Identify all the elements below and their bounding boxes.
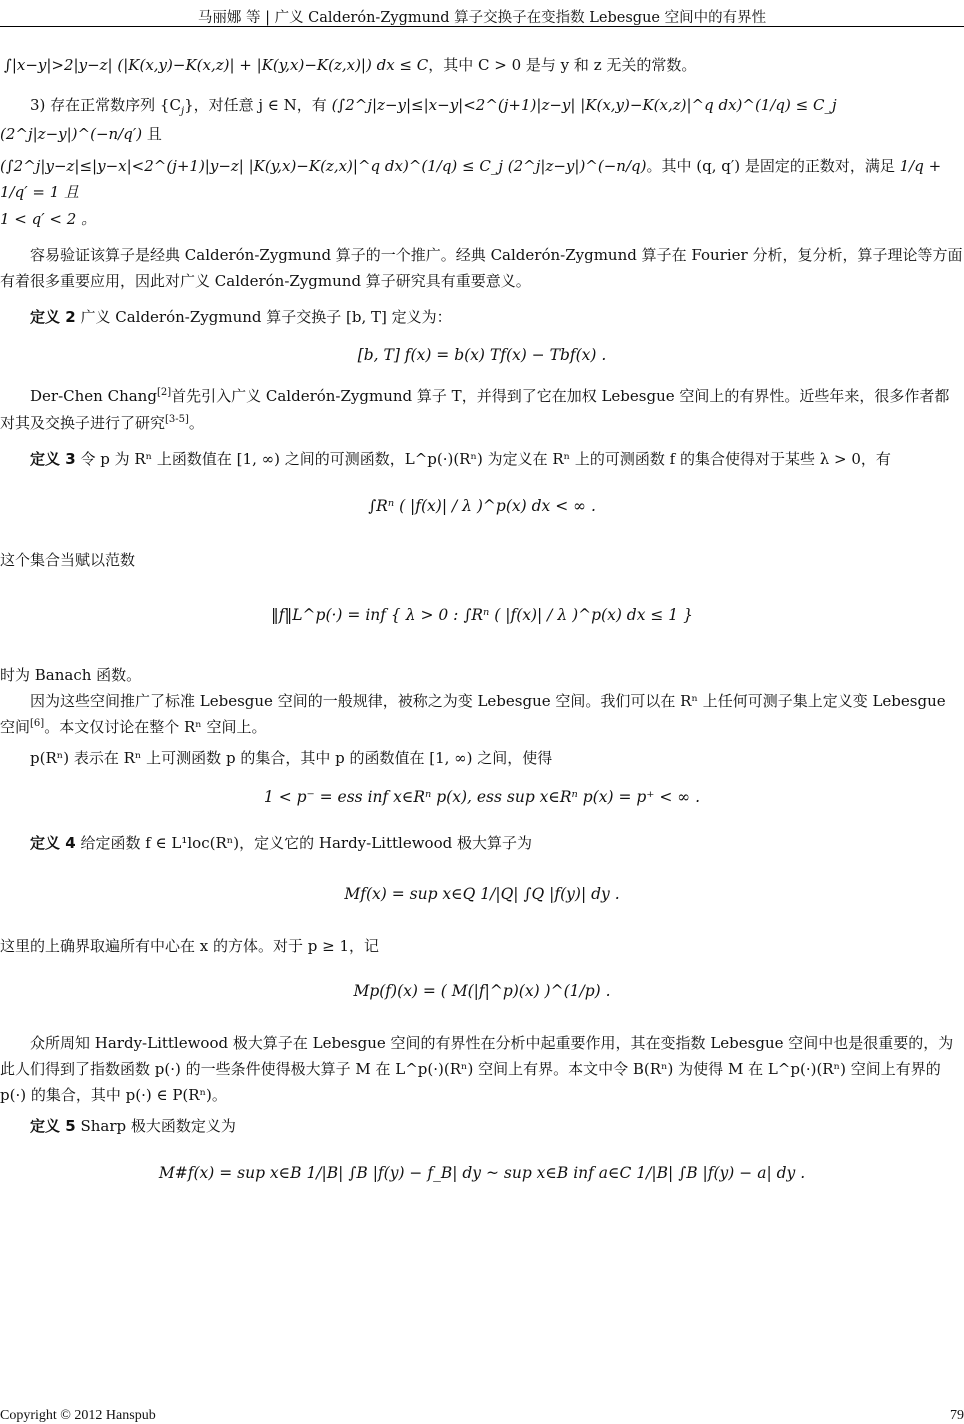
conjugate-relation: 1/q + 1/q′ = 1 且 [0, 157, 942, 202]
definition-label: 定义 3 [30, 449, 76, 468]
definition-2 [0, 304, 964, 330]
definition-text: 令 p 为 Rⁿ 上函数值在 [1, ∞) 之间的可测函数，L^p(·)(Rⁿ) 为定义在 Rⁿ 上的可测函数 f 的集合使得对于某些 λ > 0，有 [80, 449, 891, 468]
modular-finite-formula: ∫Rⁿ ( |f(x)| / λ )^p(x) dx < ∞ . [368, 497, 596, 516]
mp-formula: Mp(f)(x) = ( M(|f|^p)(x) )^(1/p) . [353, 981, 611, 1000]
sharp-maximal-formula: M#f(x) = sup x∈B 1/|B| ∫B |f(y) − f_B| dy ~ sup x∈B inf a∈C 1/|B| ∫B |f(y) − a| dy . [158, 1163, 806, 1182]
author-name: Der-Chen Chang [30, 387, 157, 406]
generalization-paragraph: 容易验证该算子是经典 Calderón-Zygmund 算子的一个推广。经典 Calderón-Zygmund 算子在 Fourier 分析，复分析，算子理论等方面有着很多重要应用，因此对广义 Calderón-Zygmund 算子研究具有重要意义。 [0, 245, 963, 290]
variable-spaces-paragraph [0, 688, 964, 741]
condition-3-quantifier: }，对任意 j ∈ N，有 [184, 96, 327, 115]
conjunction: 且 [146, 124, 162, 143]
definition-text: 给定函数 f ∈ L¹loc(Rⁿ)，定义它的 Hardy-Littlewood 极大算子为 [80, 833, 532, 852]
header-rule [0, 26, 964, 27]
condition-3-text: 。其中 (q, q′) 是固定的正数对，满足 [646, 157, 895, 175]
luxemburg-norm-formula: ‖f‖L^p(·) = inf { λ > 0 : ∫Rⁿ ( |f(x)| / λ )^p(x) dx ≤ 1 } [271, 606, 693, 625]
exponent-bounds-formula: 1 < p⁻ = ess inf x∈Rⁿ p(x), ess sup x∈Rⁿ p(x) = p⁺ < ∞ . [263, 787, 701, 806]
condition-3-line-2 [0, 153, 964, 206]
c-sub: j [180, 106, 185, 118]
definition-text: 广义 Calderón-Zygmund 算子交换子 [b, T] 定义为： [80, 308, 452, 327]
exponent-class-paragraph: p(Rⁿ) 表示在 Rⁿ 上可测函数 p 的集合，其中 p 的函数值在 [1, ∞) 之间，使得 [30, 748, 553, 767]
kernel-estimate-1: (∫2^j|z−y|≤|x−y|<2^(j+1)|z−y| |K(x,y)−K(x,z)|^q dx)^(1/q) ≤ C_j (2^j|z−y|)^(−n/q′) [0, 96, 837, 143]
definition-5 [0, 1113, 964, 1139]
commutator-formula: [b, T] f(x) = b(x) Tf(x) − Tbf(x) . [357, 345, 607, 364]
definition-text: Sharp 极大函数定义为 [80, 1116, 236, 1135]
importance-paragraph: 众所周知 Hardy-Littlewood 极大算子在 Lebesgue 空间的有界性在分析中起重要作用，其在变指数 Lebesgue 空间中也是很重要的，为此人们得到了指数函数 p(·) 的一些条件使得极大算子 M 在 L^p(·)(Rⁿ) 空间上有界。本文中令 B(Rⁿ) 为使得 M 在 L^p(·)(Rⁿ) 空间上有界的 p(·) 的集合，其中 p(·) ∈ P(Rⁿ)。 [0, 1033, 954, 1105]
q-range: 1 < q′ < 2 。 [0, 209, 97, 228]
spaces-text-end: 。本文仅讨论在整个 Rⁿ 空间上。 [44, 718, 267, 737]
spaces-text: 因为这些空间推广了标准 Lebesgue 空间的一般规律，被称之为变 Lebesgue 空间。我们可以在 Rⁿ 上任何可测子集上定义变 Lebesgue 空间 [0, 692, 946, 737]
period: 。 [188, 413, 204, 432]
supremum-sentence: 这里的上确界取遍所有中心在 x 的方体。对于 p ≥ 1，记 [0, 936, 380, 955]
condition-3-line [0, 92, 964, 147]
definition-3 [0, 446, 964, 472]
maximal-operator-formula: Mf(x) = sup x∈Q 1/|Q| ∫Q |f(y)| dy . [344, 884, 620, 903]
definition-4 [0, 830, 964, 856]
citation[interactable]: [6] [30, 718, 45, 730]
condition-3 [0, 92, 964, 232]
citation[interactable]: [2] [156, 387, 172, 399]
integral-formula: ∫|x−y|>2|y−z| (|K(x,y)−K(x,z)| + |K(y,x)−K(z,x)|) dx ≤ C [4, 56, 429, 74]
paper-body [0, 52, 964, 1186]
page-number: 79 [950, 1408, 964, 1423]
norm-intro: 这个集合当赋以范数 [0, 550, 136, 569]
chang-text: 首先引入广义 Calderón-Zygmund 算子 T，并得到了它在加权 Lebesgue 空间上的有界性。近些年来，很多作者都对其及交换子进行了研究 [0, 387, 950, 432]
definition-label: 定义 5 [30, 1116, 76, 1135]
condition-2-tail [0, 52, 964, 78]
definition-label: 定义 4 [30, 833, 76, 852]
chang-paragraph [0, 383, 964, 436]
definition-label: 定义 2 [30, 308, 76, 327]
condition-text: ，其中 C > 0 是与 y 和 z 无关的常数。 [428, 56, 697, 74]
banach-sentence: 时为 Banach 函数。 [0, 665, 142, 684]
copyright: Copyright © 2012 Hanspub [0, 1408, 156, 1423]
condition-3-intro: 3) 存在正常数序列 {C [30, 96, 181, 115]
kernel-estimate-2: (∫2^j|y−z|≤|y−x|<2^(j+1)|y−z| |K(y,x)−K(z,x)|^q dx)^(1/q) ≤ C_j (2^j|z−y|)^(−n/q) [0, 157, 647, 175]
running-header: 马丽娜 等 | 广义 Calderón-Zygmund 算子交换子在变指数 Lebesgue 空间中的有界性 [197, 10, 767, 26]
citation[interactable]: [3-5] [165, 413, 189, 425]
